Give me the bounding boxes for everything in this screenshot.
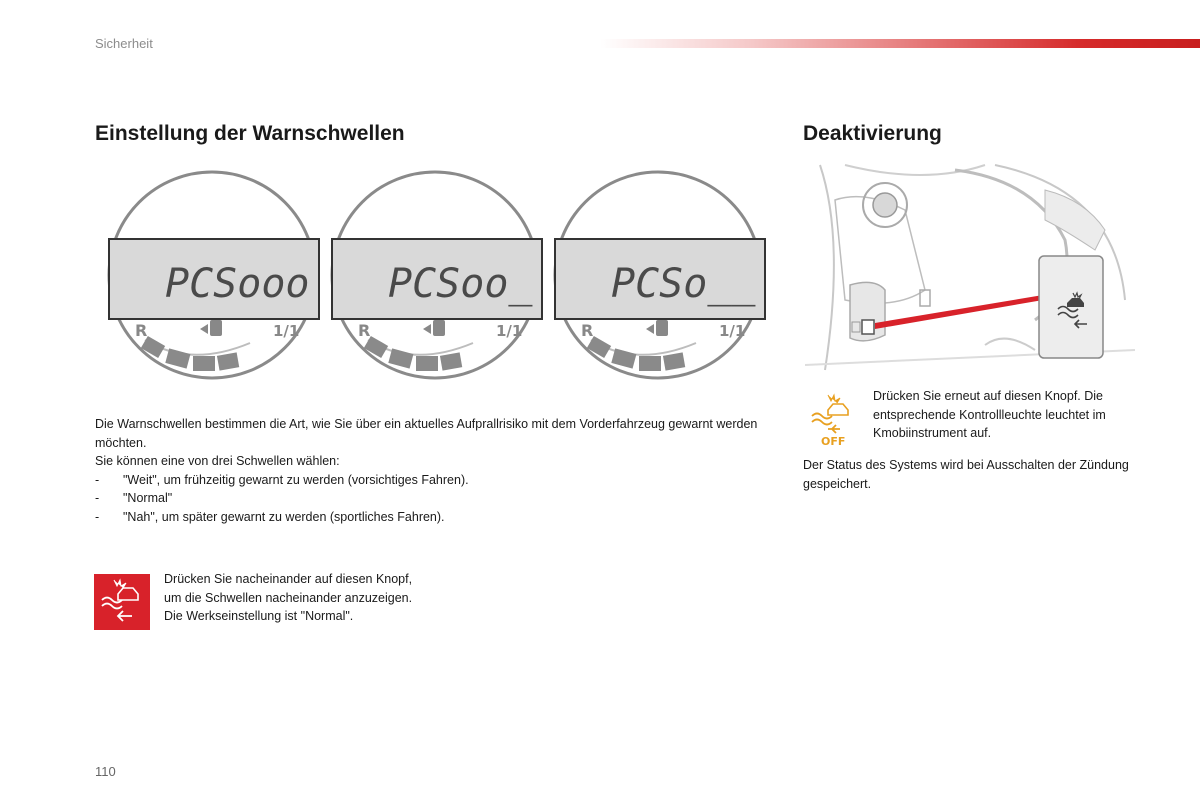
pcs-off-warning-icon (808, 392, 858, 446)
gauge-full-label: 1/1 (496, 322, 523, 340)
header-accent-bar (600, 39, 1200, 48)
gauge-r-label: R (581, 321, 594, 340)
paragraph-intro: Die Warnschwellen bestimmen die Art, wie Sie über ein aktuelles Aufprallrisiko mit dem Vorderfahrzeug gewarnt werden möchten. (95, 417, 758, 450)
fuel-pump-icon (656, 320, 668, 336)
button-note-default: Die Werkseinstellung ist "Normal". (164, 609, 354, 623)
button-note (164, 570, 424, 626)
fuel-pump-icon (433, 320, 445, 336)
pcs-collision-warning-icon (94, 574, 150, 630)
gauge-full-label: 1/1 (273, 322, 300, 340)
display-near (551, 168, 771, 383)
section-title-deactivation: Deaktivierung (803, 122, 942, 145)
section-label: Sicherheit (95, 36, 153, 51)
list-item: - "Weit", um frühzeitig gewarnt zu werden (vorsichtiges Fahren). (95, 472, 469, 487)
threshold-description (95, 415, 775, 526)
fuel-pump-icon (210, 320, 222, 336)
button-note-instruction: Drücken Sie nacheinander auf diesen Knopf, um die Schwellen nacheinander anzuzeigen. (164, 572, 413, 605)
gauge-r-label: R (135, 321, 148, 340)
lcd-text: PCSooo (165, 261, 310, 307)
paragraph-choice: Sie können eine von drei Schwellen wählen: (95, 454, 340, 468)
off-label: OFF (821, 435, 846, 446)
deactivation-note: Drücken Sie erneut auf diesen Knopf. Die entsprechende Kontrollleuchte leuchtet im Kmobiinstrument auf. (873, 389, 1106, 440)
page-number: 110 (95, 764, 116, 779)
dashboard-illustration (805, 160, 1135, 375)
display-normal (328, 168, 548, 383)
pcs-button (862, 320, 874, 334)
status-note: Der Status des Systems wird bei Ausschalten der Zündung gespeichert. (803, 458, 1129, 491)
lcd-text: PCSoo_ (388, 261, 533, 307)
display-far (105, 168, 325, 383)
list-item: - "Nah", um später gewarnt zu werden (sportliches Fahren). (95, 509, 445, 524)
gauge-full-label: 1/1 (719, 322, 746, 340)
gauge-r-label: R (358, 321, 371, 340)
list-item: - "Normal" (95, 491, 173, 505)
section-title-thresholds: Einstellung der Warnschwellen (95, 122, 405, 145)
lcd-text: PCSo__ (611, 261, 756, 307)
